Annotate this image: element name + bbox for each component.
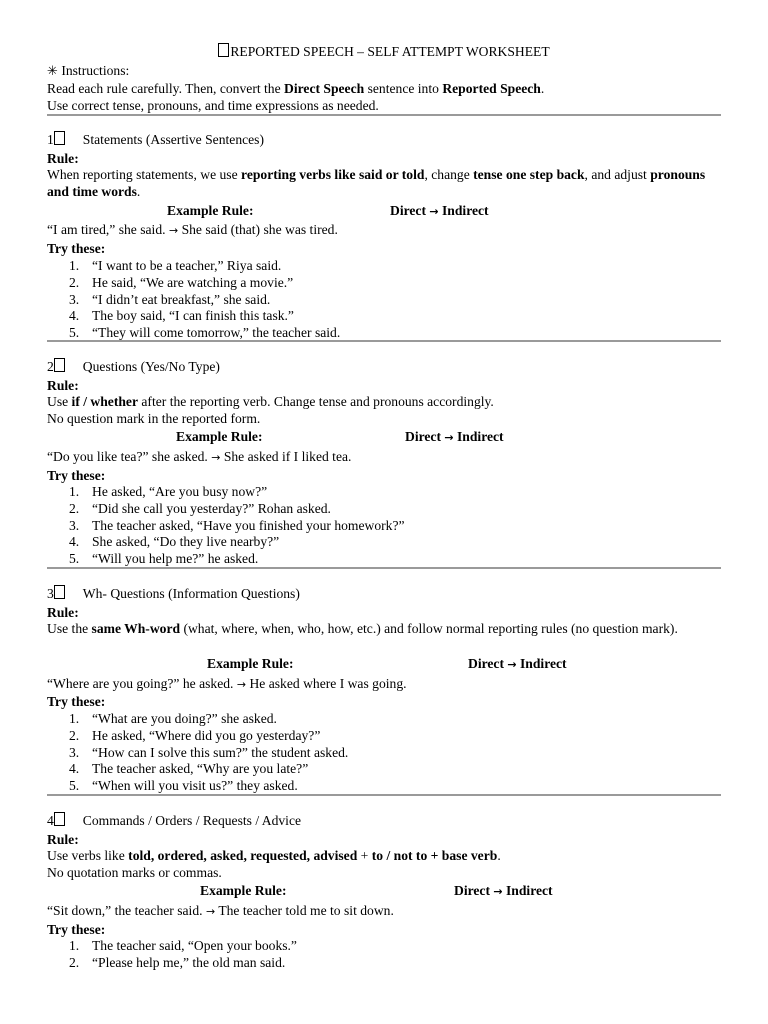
list-item: 2. “Did she call you yesterday?” Rohan asked. — [69, 500, 331, 516]
box-icon — [218, 43, 229, 57]
instructions-heading: ✳ Instructions: — [47, 63, 130, 79]
example-rule-label: Example Rule: — [167, 203, 254, 218]
instructions-line-2: Use correct tense, pronouns, and time expressions as needed. — [47, 98, 379, 113]
list-item: 4. The teacher asked, “Why are you late?” — [69, 761, 309, 777]
try-these-label: Try these: — [47, 694, 106, 709]
example-rule-label: Example Rule: — [207, 656, 294, 671]
list-item: 5. “They will come tomorrow,” the teacher said. — [69, 325, 341, 341]
direct-indirect-label: Direct → Indirect — [454, 883, 553, 898]
rule-text-2-line-2: No question mark in the reported form. — [47, 411, 261, 426]
rule-label: Rule: — [47, 605, 79, 620]
exercise-list-1 — [47, 257, 340, 341]
section-heading-4: 4 Commands / Orders / Requests / Advice — [47, 813, 302, 828]
example-rule-label: Example Rule: — [200, 883, 287, 898]
list-item: 3. The teacher asked, “Have you finished your homework?” — [69, 517, 405, 533]
divider — [47, 794, 721, 796]
section-heading-1: 1 Statements (Assertive Sentences) — [47, 132, 264, 147]
keycap-box-icon — [54, 585, 65, 599]
keycap-box-icon — [54, 131, 65, 145]
instructions-line-1: Read each rule carefully. Then, convert the Direct Speech sentence into Reported Speech. — [47, 81, 545, 96]
try-these-label: Try these: — [47, 468, 106, 483]
example-rule-label: Example Rule: — [176, 429, 263, 444]
rule-text-3: Use the same Wh-word (what, where, when, who, how, etc.) and follow normal reporting rules (no question mark). — [47, 621, 678, 636]
example-sentence-4: “Sit down,” the teacher said. → The teacher told me to sit down. — [47, 903, 394, 918]
list-item: 1. “I want to be a teacher,” Riya said. — [69, 258, 282, 273]
direct-indirect-label: Direct → Indirect — [468, 656, 567, 671]
list-item: 1. The teacher said, “Open your books.” — [69, 938, 297, 953]
list-item: 2. “Please help me,” the old man said. — [69, 954, 286, 970]
section-heading-3: 3 Wh- Questions (Information Questions) — [47, 586, 300, 601]
rule-label: Rule: — [47, 832, 79, 847]
try-these-label: Try these: — [47, 922, 106, 937]
list-item: 3. “How can I solve this sum?” the student asked. — [69, 744, 349, 760]
list-item: 1. “What are you doing?” she asked. — [69, 711, 277, 726]
page-title: REPORTED SPEECH – SELF ATTEMPT WORKSHEET — [0, 43, 768, 60]
exercise-list-2 — [47, 483, 405, 567]
list-item: 3. “I didn’t eat breakfast,” she said. — [69, 291, 271, 307]
list-item: 2. He said, “We are watching a movie.” — [69, 274, 294, 290]
list-item: 4. The boy said, “I can finish this task.” — [69, 308, 294, 324]
divider — [47, 114, 721, 116]
keycap-box-icon — [54, 812, 65, 826]
direct-indirect-label: Direct → Indirect — [390, 203, 489, 218]
list-item: 2. He asked, “Where did you go yesterday?” — [69, 727, 321, 743]
list-item: 5. “When will you visit us?” they asked. — [69, 778, 298, 794]
list-item: 5. “Will you help me?” he asked. — [69, 551, 259, 567]
divider — [47, 340, 721, 342]
keycap-box-icon — [54, 358, 65, 372]
rule-text-1: When reporting statements, we use reporting verbs like said or told, change tense one step back, and adjust pronouns and time words. — [47, 167, 706, 199]
rule-text-4: Use verbs like told, ordered, asked, requested, advised + to / not to + base verb. — [47, 848, 501, 863]
rule-text-4-line-2: No quotation marks or commas. — [47, 865, 222, 880]
example-sentence-2: “Do you like tea?” she asked. → She asked if I liked tea. — [47, 449, 352, 464]
direct-indirect-label: Direct → Indirect — [405, 429, 504, 444]
section-heading-2: 2 Questions (Yes/No Type) — [47, 359, 220, 374]
rule-label: Rule: — [47, 378, 79, 393]
rule-label: Rule: — [47, 151, 79, 166]
divider — [47, 567, 721, 569]
exercise-list-4 — [47, 937, 297, 971]
list-item: 4. She asked, “Do they live nearby?” — [69, 534, 280, 550]
asterisk-icon: ✳ — [47, 64, 58, 79]
rule-text-2: Use if / whether after the reporting verb. Change tense and pronouns accordingly. — [47, 394, 494, 409]
example-sentence-1: “I am tired,” she said. → She said (that) she was tired. — [47, 222, 338, 237]
list-item: 1. He asked, “Are you busy now?” — [69, 484, 268, 499]
try-these-label: Try these: — [47, 241, 106, 256]
example-sentence-3: “Where are you going?” he asked. → He asked where I was going. — [47, 676, 407, 691]
exercise-list-3 — [47, 710, 348, 794]
